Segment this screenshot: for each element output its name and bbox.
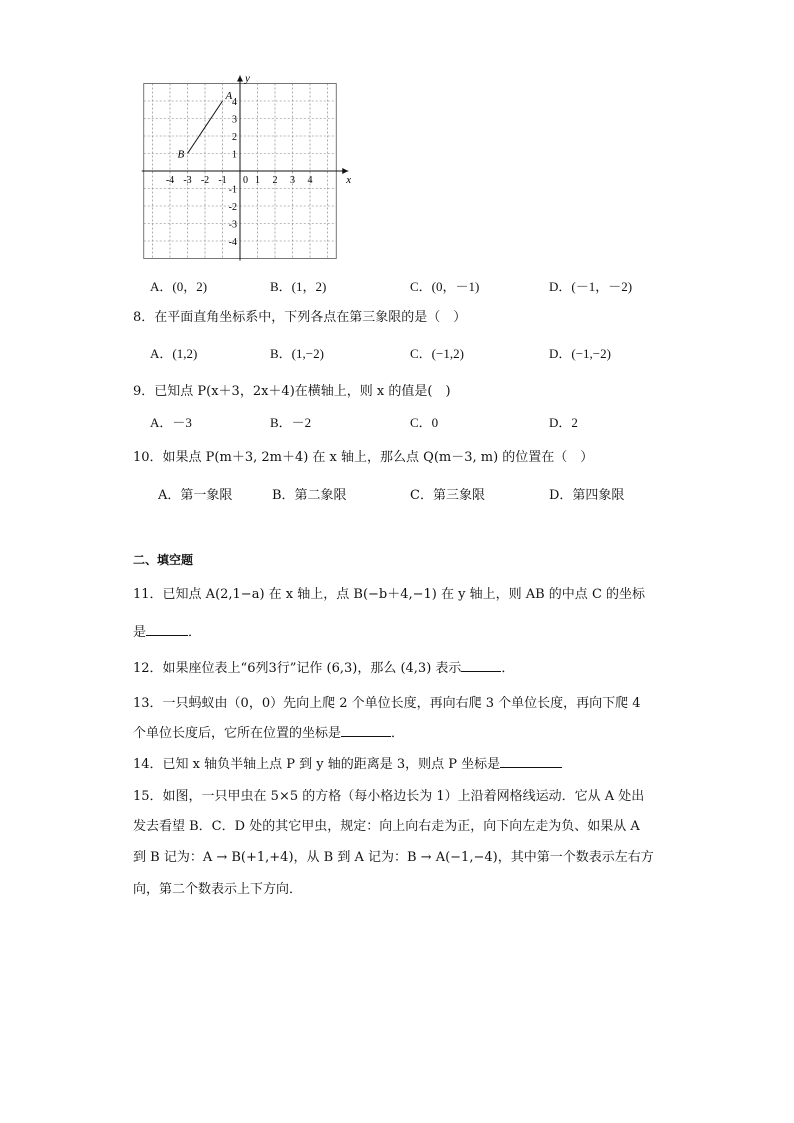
q13-answer-blank[interactable] bbox=[341, 724, 391, 737]
q15-line2: 发去看望 B．C．D 处的其它甲虫，规定：向上向右走为正，向下向左走为负、如果从 A bbox=[133, 819, 640, 834]
q9-option-c[interactable]: C．0 bbox=[410, 415, 439, 430]
q10-option-d[interactable]: D．第四象限 bbox=[549, 488, 625, 503]
q11-answer-blank[interactable] bbox=[146, 623, 188, 636]
q13-line1: 13．一只蚂蚁由（0，0）先向上爬 2 个单位长度，再向右爬 3 个单位长度，再向下爬 4 bbox=[133, 696, 641, 711]
q8-stem: 8．在平面直角坐标系中，下列各点在第三象限的是（ ） bbox=[133, 310, 467, 325]
q10-option-b[interactable]: B．第二象限 bbox=[272, 488, 347, 503]
y-tick-label: -2 bbox=[228, 202, 237, 213]
y-tick-label: 3 bbox=[232, 114, 237, 126]
tick-labels bbox=[166, 97, 313, 248]
q7-option-a[interactable]: A．(0，2) bbox=[150, 279, 208, 294]
axes bbox=[142, 76, 352, 261]
y-tick-label: -3 bbox=[228, 219, 237, 231]
q7-option-c[interactable]: C．(0，－1) bbox=[410, 279, 480, 294]
coordinate-grid-figure bbox=[128, 66, 352, 272]
y-tick-label: 2 bbox=[232, 132, 237, 143]
x-tick-label: -2 bbox=[200, 175, 210, 186]
q13-line2 bbox=[133, 722, 404, 741]
q11-prefix: 是 bbox=[133, 625, 147, 640]
q14-stem: 14．已知 x 轴负半轴上点 P 到 y 轴的距离是 3，则点 P 坐标是 bbox=[133, 757, 501, 772]
q15-line4: 向，第二个数表示上下方向． bbox=[133, 882, 303, 897]
q7-option-b[interactable]: B．(1，2) bbox=[270, 279, 327, 294]
point-a-label: A bbox=[225, 90, 233, 102]
x-axis-label: x bbox=[346, 174, 352, 186]
q11-line1: 11．已知点 A(2,1−a) 在 x 轴上，点 B(−b＋4,−1) 在 y 轴上，则 AB 的中点 C 的坐标 bbox=[133, 587, 646, 602]
q14-answer-blank[interactable] bbox=[500, 755, 562, 768]
q13-stem-end: 个单位长度后，它所在位置的坐标是 bbox=[133, 726, 342, 741]
section-title: 二、填空题 bbox=[133, 553, 194, 567]
x-tick-label: 1 bbox=[255, 175, 260, 186]
y-tick-label: 4 bbox=[232, 97, 237, 108]
q12-stem: 12．如果座位表上“6列3行”记作 (6,3)，那么 (4,3) 表示 bbox=[133, 661, 462, 676]
q8-option-b[interactable]: B．(1,−2) bbox=[270, 346, 324, 361]
q9-option-d[interactable]: D．2 bbox=[549, 415, 578, 430]
q7-option-d[interactable]: D．(－1，－2) bbox=[549, 279, 633, 294]
q15-line1: 15．如图，一只甲虫在 5×5 的方格（每小格边长为 1）上沿着网格线运动．它从 A 处出 bbox=[133, 789, 645, 804]
q12-suffix: ． bbox=[501, 661, 515, 676]
point-b-label: B bbox=[177, 148, 185, 161]
q9-option-b[interactable]: B．－2 bbox=[270, 415, 312, 430]
y-tick-label: -4 bbox=[228, 237, 237, 248]
q8-option-c[interactable]: C．(−1,2) bbox=[410, 346, 464, 361]
origin-label: 0 bbox=[243, 175, 248, 186]
x-tick-label: 2 bbox=[272, 175, 278, 186]
q12-answer-blank[interactable] bbox=[461, 659, 501, 672]
x-tick-label: 3 bbox=[290, 175, 295, 186]
x-tick-label: -4 bbox=[165, 175, 175, 186]
q10-option-c[interactable]: C．第三象限 bbox=[410, 488, 485, 503]
y-tick-label: 1 bbox=[232, 149, 237, 161]
q9-stem: 9．已知点 P(x＋3，2x＋4)在横轴上，则 x 的值是( ) bbox=[133, 384, 451, 399]
q10-stem: 10．如果点 P(m＋3, 2m＋4) 在 x 轴上，那么点 Q(m－3, m) 的位置在（ ） bbox=[133, 450, 594, 465]
x-tick-label: -1 bbox=[218, 175, 227, 186]
q12-line bbox=[133, 657, 514, 676]
q14-line bbox=[133, 753, 562, 772]
y-axis-arrow bbox=[237, 76, 243, 82]
q9-option-a[interactable]: A．－3 bbox=[150, 415, 192, 430]
q13-suffix: ． bbox=[391, 726, 405, 741]
q11-suffix: ． bbox=[188, 625, 202, 640]
q15-line3: 到 B 记为：A → B(+1,+4)，从 B 到 A 记为：B → A(−1,−4)，其中第一个数表示左右方 bbox=[133, 850, 654, 865]
q11-line2 bbox=[133, 621, 201, 640]
q8-option-d[interactable]: D．(−1,−2) bbox=[549, 346, 611, 361]
y-tick-label: -1 bbox=[228, 184, 237, 196]
q8-option-a[interactable]: A．(1,2) bbox=[150, 346, 198, 361]
x-tick-label: -3 bbox=[183, 175, 192, 186]
x-tick-label: 4 bbox=[307, 175, 313, 186]
y-axis-label: y bbox=[245, 72, 250, 85]
q10-option-a[interactable]: A．第一象限 bbox=[158, 488, 233, 503]
